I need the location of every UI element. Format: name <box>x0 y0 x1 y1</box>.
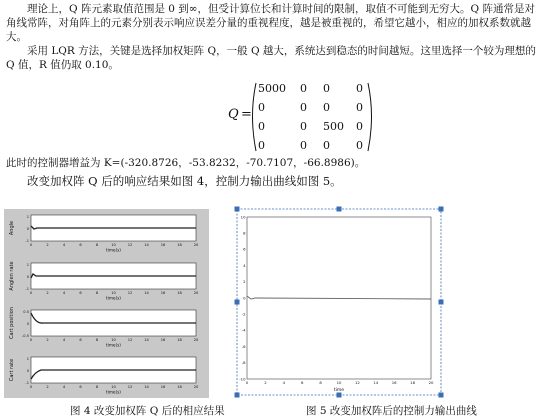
subplot-xlabel: time(s) <box>106 295 121 301</box>
ytick-label: 2 <box>243 279 246 285</box>
subplot-xtick: 0 <box>29 243 33 247</box>
subplot-xtick: 20 <box>193 243 199 247</box>
xlabel: time <box>333 388 345 393</box>
subplot-ytick: 0 <box>26 227 29 231</box>
subplot-xtick: 20 <box>193 291 199 295</box>
subplot-xtick: 6 <box>79 338 82 342</box>
xtick-label: 16 <box>391 380 397 385</box>
matrix-cell: 5000 <box>258 82 286 95</box>
subplot-ytick: 1 <box>26 357 29 361</box>
ytick-label: 0 <box>243 295 246 301</box>
resize-handle[interactable] <box>439 300 444 305</box>
subplot-xtick: 18 <box>177 291 182 295</box>
matrix-cell: 0 <box>300 101 307 114</box>
matrix-cell: 0 <box>300 120 307 133</box>
subplot-xtick: 0 <box>29 291 33 295</box>
ytick-label: -10 <box>239 376 246 382</box>
subplot-xtick: 8 <box>95 243 99 247</box>
subplot-xtick: 4 <box>62 291 66 295</box>
subplot-xtick: 8 <box>95 291 99 295</box>
subplot-xtick: 4 <box>62 243 66 247</box>
q-symbol: Q <box>228 107 239 122</box>
subplot-xtick: 16 <box>160 385 166 389</box>
subplot-xtick: 10 <box>111 291 116 295</box>
xtick-label: 2 <box>264 380 267 385</box>
subplot-xtick: 0 <box>29 338 33 342</box>
figure-5-control-force-plot[interactable] <box>233 205 445 399</box>
matrix-cell: 0 <box>300 82 307 95</box>
subplot-xtick: 2 <box>46 385 49 389</box>
matrix-cell: 0 <box>258 120 265 133</box>
xtick-label: 0 <box>245 380 249 385</box>
xtick-label: 8 <box>319 380 322 385</box>
subplot-xtick: 20 <box>193 385 199 389</box>
subplot-xtick: 6 <box>79 291 82 295</box>
subplot-xtick: 6 <box>79 243 82 247</box>
subplot-xtick: 14 <box>144 243 149 247</box>
subplot-xtick: 14 <box>144 385 149 389</box>
matrix-right-bracket <box>368 83 372 151</box>
resize-handle[interactable] <box>235 207 240 212</box>
ytick-label: 6 <box>243 246 246 252</box>
subplot-ytick: -1 <box>25 287 29 291</box>
subplot-xtick: 14 <box>144 291 149 295</box>
ytick-label: -4 <box>241 327 246 333</box>
resize-handle[interactable] <box>439 393 444 398</box>
subplot-xtick: 16 <box>160 243 166 247</box>
matrix-cell: 0 <box>323 101 330 114</box>
figure-4-response-plots <box>4 209 209 398</box>
matrix-cell: 0 <box>258 101 265 114</box>
subplot-xtick: 12 <box>127 243 133 247</box>
subplot-xtick: 18 <box>177 385 182 389</box>
q-matrix <box>228 80 378 152</box>
subplot-ytick: -0.5 <box>21 334 29 338</box>
xtick-label: 6 <box>300 380 304 385</box>
subplot-xtick: 16 <box>160 338 166 342</box>
subplot-xtick: 10 <box>111 338 116 342</box>
subplot-ylabel: Angle <box>9 220 15 236</box>
matrix-cell: 0 <box>323 82 330 95</box>
subplot-ytick: 0 <box>26 275 29 279</box>
subplot-xtick: 8 <box>95 385 99 389</box>
subplot-ylabel: Cart rate <box>9 358 15 382</box>
ytick-label: 4 <box>243 262 246 268</box>
matrix-cell: 0 <box>356 120 363 133</box>
resize-handle[interactable] <box>439 207 444 212</box>
paragraph-controller-gain: 此时的控制器增益为 K=(-320.8726，-53.8232，-70.7107，-66.8986)。 <box>6 157 366 169</box>
xtick-label: 20 <box>428 380 434 385</box>
matrix-cell: 0 <box>356 82 363 95</box>
xtick-label: 12 <box>354 380 360 385</box>
xtick-label: 10 <box>336 380 342 385</box>
resize-handle[interactable] <box>337 393 342 398</box>
paragraph-q-matrix-range: 理论上，Q 阵元素取值范围是 0 到∞，但受计算位长和计算时间的限制，取值不可能到无穷大。Q 阵通常是对角线常阵，对角阵上的元素分别表示响应误差分量的重视程度，越是被重视的，希望它越小，相应的加权系数就越大。 <box>6 3 535 43</box>
subplot-ylabel: Cart position <box>9 307 15 339</box>
figure-4-caption: 图 4 改变加权阵 Q 后的相应结果 <box>70 405 225 417</box>
subplot-ytick: 1 <box>26 215 29 219</box>
resize-handle[interactable] <box>337 207 342 212</box>
subplot-ylabel: Anglen rate <box>9 261 15 291</box>
ytick-label: 10 <box>240 214 246 220</box>
subplot-ytick: 0.5 <box>23 310 29 314</box>
paragraph-figure-reference: 改变加权阵 Q 后的响应结果如图 4，控制力输出曲线如图 5。 <box>27 174 342 188</box>
subplot-xlabel: time(s) <box>106 389 121 395</box>
subplot-xtick: 4 <box>62 385 66 389</box>
subplot-xtick: 6 <box>79 385 82 389</box>
resize-handle[interactable] <box>235 393 240 398</box>
figure-5-caption: 图 5 改变加权阵后的控制力输出曲线 <box>306 405 477 417</box>
subplot-ytick: -1 <box>25 381 29 385</box>
subplot-xtick: 16 <box>160 291 166 295</box>
matrix-cell: 0 <box>323 139 330 152</box>
subplot-ytick: 0 <box>26 322 29 326</box>
subplot-xtick: 10 <box>111 385 116 389</box>
ytick-label: -2 <box>241 311 246 317</box>
subplot-xtick: 2 <box>46 338 49 342</box>
paragraph-lqr-method: 采用 LQR 方法，关键是选择加权矩阵 Q，一般 Q 越大，系统达到稳态的时间越短。这里选择一个较为理想的 Q 值，R 值仍取 0.10。 <box>6 45 536 71</box>
subplot-xtick: 18 <box>177 338 182 342</box>
subplot-xlabel: time(s) <box>106 247 121 253</box>
resize-handle[interactable] <box>235 300 240 305</box>
matrix-cell: 500 <box>323 120 344 133</box>
xtick-label: 14 <box>373 380 379 385</box>
subplot-xtick: 0 <box>29 385 33 389</box>
subplot-xtick: 2 <box>46 291 49 295</box>
ytick-label: -8 <box>241 360 246 366</box>
ytick-label: -6 <box>241 343 246 349</box>
subplot-xtick: 12 <box>127 338 133 342</box>
subplot-ytick: -1 <box>25 239 29 243</box>
subplot-xtick: 14 <box>144 338 149 342</box>
xtick-label: 4 <box>282 380 286 385</box>
subplot-xtick: 12 <box>127 291 133 295</box>
subplot-xtick: 18 <box>177 243 182 247</box>
subplot-xlabel: time(s) <box>106 342 121 348</box>
subplot-xtick: 20 <box>193 338 199 342</box>
matrix-cell: 0 <box>356 101 363 114</box>
subplot-xtick: 12 <box>127 385 133 389</box>
ytick-label: 8 <box>243 230 246 236</box>
xtick-label: 18 <box>410 380 416 385</box>
subplot-xtick: 2 <box>46 243 49 247</box>
subplot-ytick: 0 <box>26 369 29 373</box>
subplot-xtick: 4 <box>62 338 66 342</box>
subplot-ytick: 1 <box>26 263 29 267</box>
subplot-xtick: 8 <box>95 338 99 342</box>
matrix-left-bracket <box>253 83 257 151</box>
q-matrix-equation <box>228 80 378 152</box>
matrix-cell: 0 <box>300 139 307 152</box>
subplot-xtick: 10 <box>111 243 116 247</box>
equals-sign: = <box>241 107 252 122</box>
matrix-cell: 0 <box>356 139 363 152</box>
matrix-cell: 0 <box>258 139 265 152</box>
